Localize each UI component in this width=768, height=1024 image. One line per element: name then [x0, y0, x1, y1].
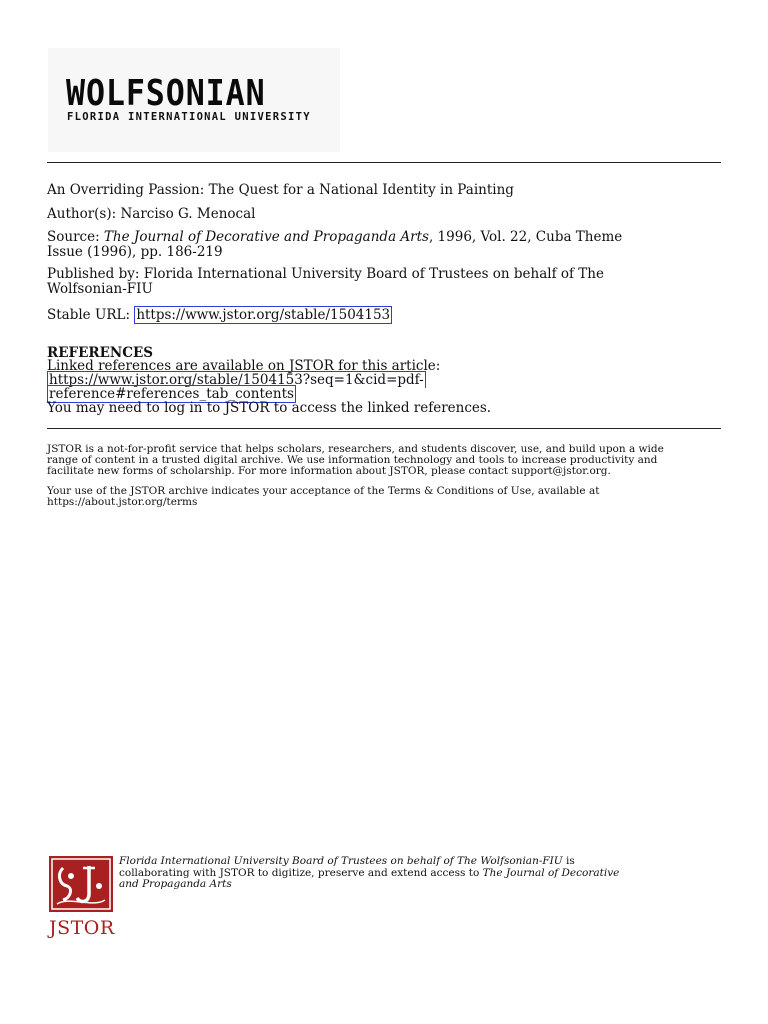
stable-url-line — [47, 308, 392, 323]
wolfsonian-logo-wordmark: WOLFSONIAN — [66, 73, 266, 114]
footer-text-1: is — [562, 855, 575, 867]
jstor-wordmark: JSTOR — [49, 917, 115, 939]
jstor-notice-line-2: range of content in a trusted digital archive. We use information technology and tools to increase productivity and — [47, 454, 658, 466]
footer-journal-1: The Journal of Decorative — [482, 866, 620, 879]
wolfsonian-logo-subtitle: FLORIDA INTERNATIONAL UNIVERSITY — [67, 111, 311, 123]
source-journal: The Journal of Decorative and Propaganda Arts — [103, 229, 429, 245]
footer-journal-2: and Propaganda Arts — [119, 878, 232, 890]
middle-divider — [47, 428, 721, 429]
references-heading: REFERENCES — [47, 345, 154, 361]
source-label: Source: — [47, 229, 104, 245]
jstor-emblem-icon — [49, 856, 113, 912]
published-label: Published by: — [47, 266, 144, 282]
terms-line-1: Your use of the JSTOR archive indicates your acceptance of the Terms & Conditions of Use, available at — [47, 485, 600, 497]
footer-publisher: Florida International University Board of Trustees on behalf of The Wolfsonian-FIU — [119, 855, 563, 867]
source-details-1: , 1996, Vol. 22, Cuba Theme — [428, 229, 623, 245]
source-line-1 — [47, 230, 622, 245]
published-line-2: Wolfsonian-FIU — [47, 281, 153, 297]
article-title: An Overriding Passion: The Quest for a National Identity in Painting — [47, 182, 514, 198]
footer-collaboration-text — [119, 856, 679, 891]
authors-value: Narciso G. Menocal — [120, 206, 256, 222]
footer-text-2: collaborating with JSTOR to digitize, preserve and extend access to — [119, 866, 483, 879]
jstor-notice-line-1: JSTOR is a not-for-profit service that helps scholars, researchers, and students discover, use, and build upon a wide — [47, 443, 664, 455]
references-link-part-2[interactable]: reference#references_tab_contents — [49, 386, 294, 402]
top-divider — [47, 162, 721, 163]
authors-line — [47, 207, 255, 222]
published-value-1: Florida International University Board of Trustees on behalf of The — [143, 266, 604, 282]
terms-line-2[interactable]: https://about.jstor.org/terms — [47, 496, 198, 508]
references-intro: Linked references are available on JSTOR for this article: — [47, 358, 441, 374]
jstor-notice-line-3: facilitate new forms of scholarship. For more information about JSTOR, please contact support@jstor.org. — [47, 465, 611, 477]
published-line-1 — [47, 267, 604, 282]
source-line-2: Issue (1996), pp. 186-219 — [47, 244, 223, 260]
references-link-part-1[interactable]: https://www.jstor.org/stable/1504153?seq=1&cid=pdf- — [49, 372, 424, 388]
authors-label: Author(s): — [47, 206, 121, 222]
references-login-note: You may need to log in to JSTOR to access the linked references. — [47, 400, 492, 416]
stable-url-label: Stable URL: — [47, 307, 135, 323]
stable-url-link[interactable]: https://www.jstor.org/stable/1504153 — [136, 307, 391, 323]
